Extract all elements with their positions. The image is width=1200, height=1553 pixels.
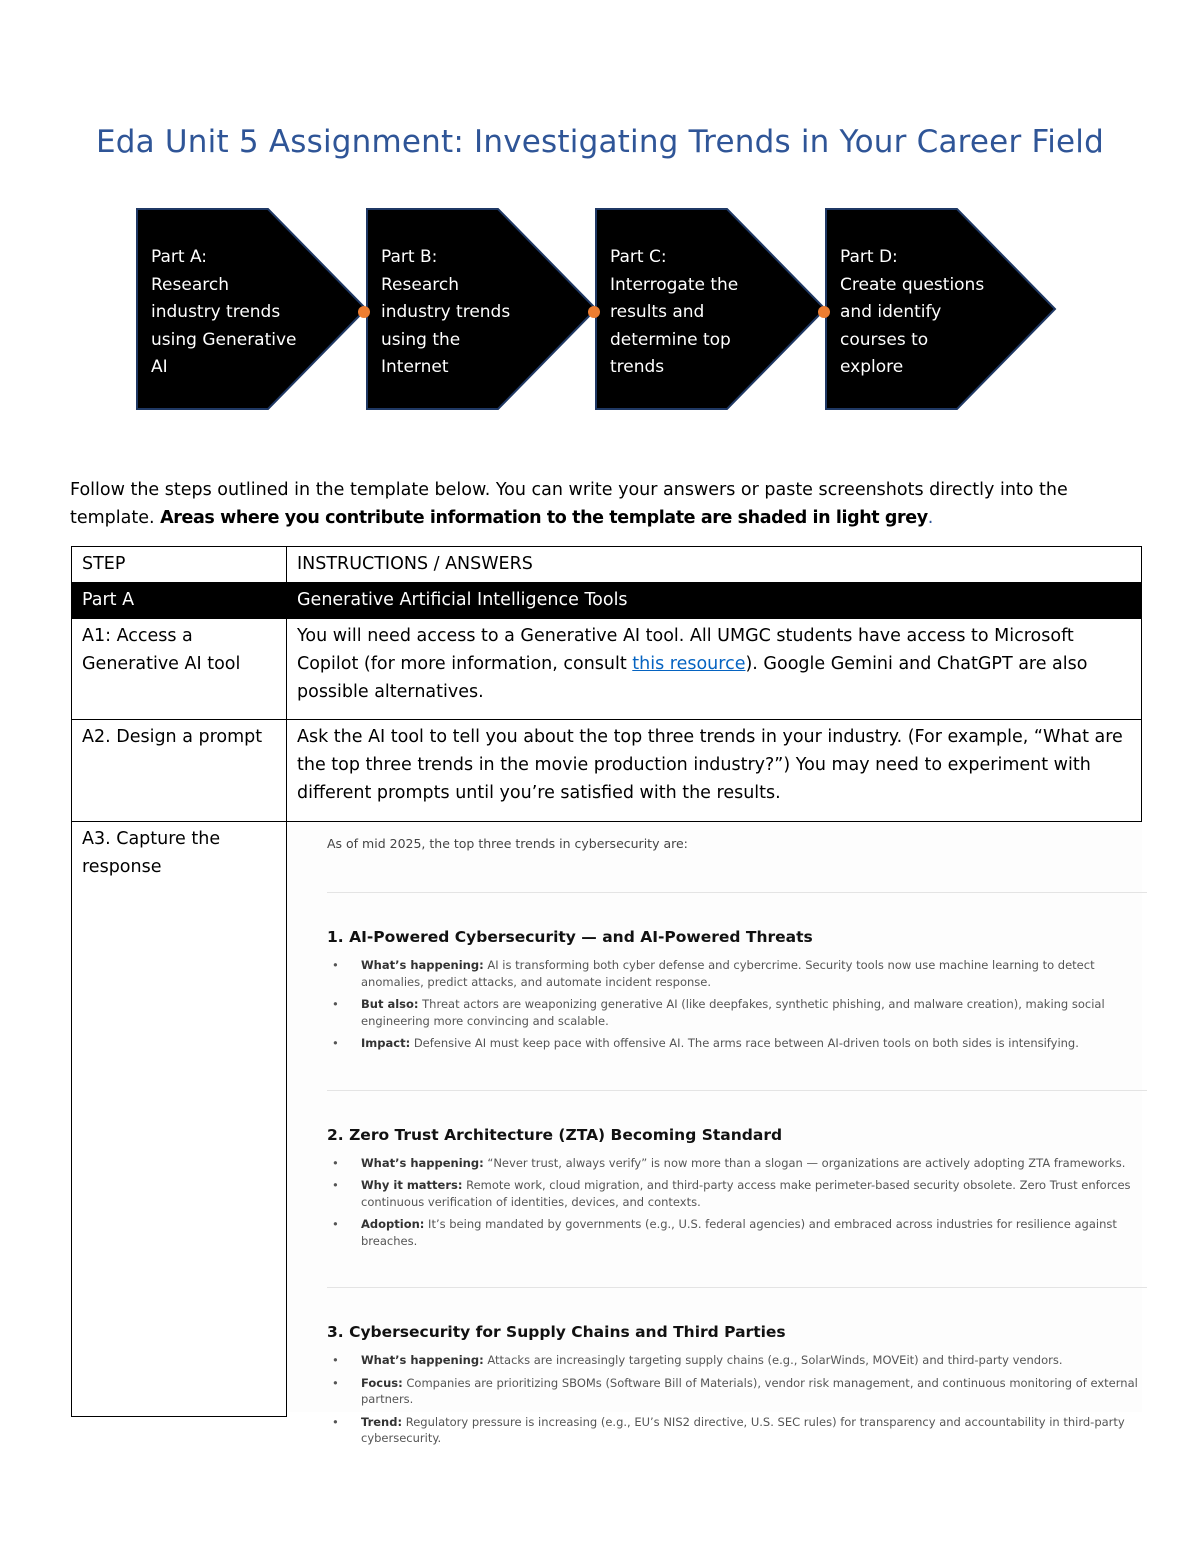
list-item <box>327 1155 1147 1172</box>
process-step-label <box>151 244 311 382</box>
list-item <box>327 1216 1147 1249</box>
a1-text-after: ). Google Gemini and ChatGPT are also possible alternatives. <box>297 654 1088 702</box>
screenshot-heading: 3. Cybersecurity for Supply Chains and Third Parties <box>327 1323 786 1341</box>
process-step-line: Part B: <box>381 247 438 267</box>
bullet-text: “Never trust, always verify” is now more than a slogan — organizations are actively adopting ZTA frameworks. <box>483 1155 1126 1170</box>
screenshot-section <box>327 1318 1147 1447</box>
list-item <box>327 1035 1147 1052</box>
intro-paragraph <box>70 476 1150 532</box>
connector-dot <box>358 306 370 318</box>
bullet-lead: But also: <box>361 997 419 1011</box>
process-step-line: Part C: <box>610 247 667 267</box>
part-a-row <box>72 583 1142 619</box>
part-a-label: Part A <box>72 583 287 619</box>
part-a-title: Generative Artificial Intelligence Tools <box>287 583 1142 619</box>
bullet-text: AI is transforming both cyber defense and cybercrime. Security tools now use machine learning to detect anomalies, predict attacks, and automate incident response. <box>361 958 1095 989</box>
bullet-text: It’s being mandated by governments (e.g., U.S. federal agencies) and embraced across industries for resilience against breaches. <box>361 1217 1117 1248</box>
screenshot-divider <box>327 1090 1147 1091</box>
process-step-line: Research <box>151 274 229 295</box>
header-instructions: INSTRUCTIONS / ANSWERS <box>287 547 1142 583</box>
screenshot-heading: 1. AI-Powered Cybersecurity — and AI-Powered Threats <box>327 928 813 946</box>
screenshot-content <box>327 830 1147 1485</box>
list-item <box>327 1177 1147 1210</box>
connector-dot <box>588 306 600 318</box>
intro-bold-text: Areas where you contribute information to the template are shaded in light grey <box>160 508 928 528</box>
process-step-a <box>136 208 368 411</box>
table-row-a1 <box>72 619 1142 720</box>
bullet-text: Remote work, cloud migration, and third-party access make perimeter-based security obsolete. Zero Trust enforces continuous verification of identities, devices, and contexts. <box>361 1178 1131 1209</box>
screenshot-intro: As of mid 2025, the top three trends in cybersecurity are: <box>327 836 688 851</box>
list-item <box>327 996 1147 1029</box>
process-step-line: determine top <box>610 329 731 350</box>
process-step-line: Part A: <box>151 247 208 267</box>
process-step-line: Interrogate the <box>610 274 739 295</box>
intro-text: Follow the steps outlined in the template below. You can write your answers or paste screenshots directly into the template. <box>70 480 1068 528</box>
bullet-lead: Why it matters: <box>361 1178 463 1192</box>
bullet-text: Defensive AI must keep pace with offensive AI. The arms race between AI-driven tools on both sides is intensifying. <box>410 1036 1079 1050</box>
table-header-row <box>72 547 1142 583</box>
a3-step: A3. Capture the response <box>72 822 287 1417</box>
bullet-text: Regulatory pressure is increasing (e.g., EU’s NIS2 directive, U.S. SEC rules) for transparency and accountability in third-party cybersecurity. <box>361 1414 1125 1445</box>
process-step-line: Part D: <box>840 247 898 267</box>
process-step-line: Internet <box>381 357 449 377</box>
screenshot-bullet-list <box>327 1352 1147 1447</box>
process-step-line: AI <box>151 357 168 377</box>
bullet-lead: Focus: <box>361 1375 403 1390</box>
a1-step: A1: Access a Generative AI tool <box>72 619 287 720</box>
bullet-lead: Trend: <box>361 1414 403 1429</box>
bullet-text: Attacks are increasingly targeting supply chains (e.g., SolarWinds, MOVEit) and third-party vendors. <box>483 1353 1063 1367</box>
screenshot-section <box>327 923 1147 1052</box>
process-step-line: using the <box>381 329 461 350</box>
process-step-line: using Generative <box>151 329 297 350</box>
process-step-line: Create questions <box>840 274 985 295</box>
bullet-lead: Adoption: <box>361 1217 425 1231</box>
screenshot-bullet-list <box>327 957 1147 1052</box>
list-item <box>327 1352 1147 1369</box>
process-step-label <box>840 244 1000 382</box>
process-step-c <box>595 208 827 411</box>
a2-instructions: Ask the AI tool to tell you about the top three trends in your industry. (For example, “What are the top three trends in the movie production industry?”) You may need to experiment with different prompts until you’re satisfied with the results. <box>287 720 1142 822</box>
process-step-line: and identify <box>840 302 942 322</box>
process-step-line: results and <box>610 302 705 322</box>
bullet-lead: What’s happening: <box>361 958 484 972</box>
bullet-lead: Impact: <box>361 1036 411 1050</box>
table-row-a2 <box>72 720 1142 822</box>
process-step-line: industry trends <box>151 302 281 322</box>
ai-response-screenshot <box>287 822 1142 1445</box>
assignment-table <box>71 546 1142 1445</box>
a3-response-cell <box>287 822 1142 1445</box>
process-step-line: Research <box>381 274 459 295</box>
a2-step: A2. Design a prompt <box>72 720 287 822</box>
screenshot-divider <box>327 1287 1147 1288</box>
process-step-b <box>366 208 598 411</box>
process-step-label <box>610 244 770 382</box>
resource-link[interactable]: this resource <box>632 654 746 674</box>
screenshot-section <box>327 1121 1147 1250</box>
bullet-text: Companies are prioritizing SBOMs (Software Bill of Materials), vendor risk management, and continuous monitoring of external partners. <box>361 1375 1138 1406</box>
process-step-line: trends <box>610 357 665 377</box>
list-item <box>327 1414 1147 1447</box>
list-item <box>327 1375 1147 1408</box>
process-step-label <box>381 244 541 382</box>
table-row-a3 <box>72 822 1142 1417</box>
intro-end: . <box>927 508 934 528</box>
screenshot-divider <box>327 892 1147 893</box>
a1-instructions <box>287 619 1142 720</box>
page-title: Eda Unit 5 Assignment: Investigating Trends in Your Career Field <box>95 124 1104 160</box>
bullet-text: Threat actors are weaponizing generative AI (like deepfakes, synthetic phishing, and malware creation), making social engineering more convincing and scalable. <box>361 997 1105 1028</box>
a1-text-before: You will need access to a Generative AI tool. All UMGC students have access to Microsoft Copilot (for more information, consult <box>297 626 1074 674</box>
connector-dot <box>818 306 830 318</box>
list-item <box>327 957 1147 990</box>
screenshot-heading: 2. Zero Trust Architecture (ZTA) Becoming Standard <box>327 1125 783 1144</box>
process-step-line: explore <box>840 357 904 377</box>
screenshot-bullet-list <box>327 1155 1147 1250</box>
process-step-d <box>825 208 1057 411</box>
process-step-line: industry trends <box>381 302 511 322</box>
bullet-lead: What’s happening: <box>361 1155 484 1170</box>
bullet-lead: What’s happening: <box>361 1353 484 1367</box>
process-flow <box>0 0 1200 440</box>
header-step: STEP <box>72 547 287 583</box>
process-step-line: courses to <box>840 329 929 350</box>
